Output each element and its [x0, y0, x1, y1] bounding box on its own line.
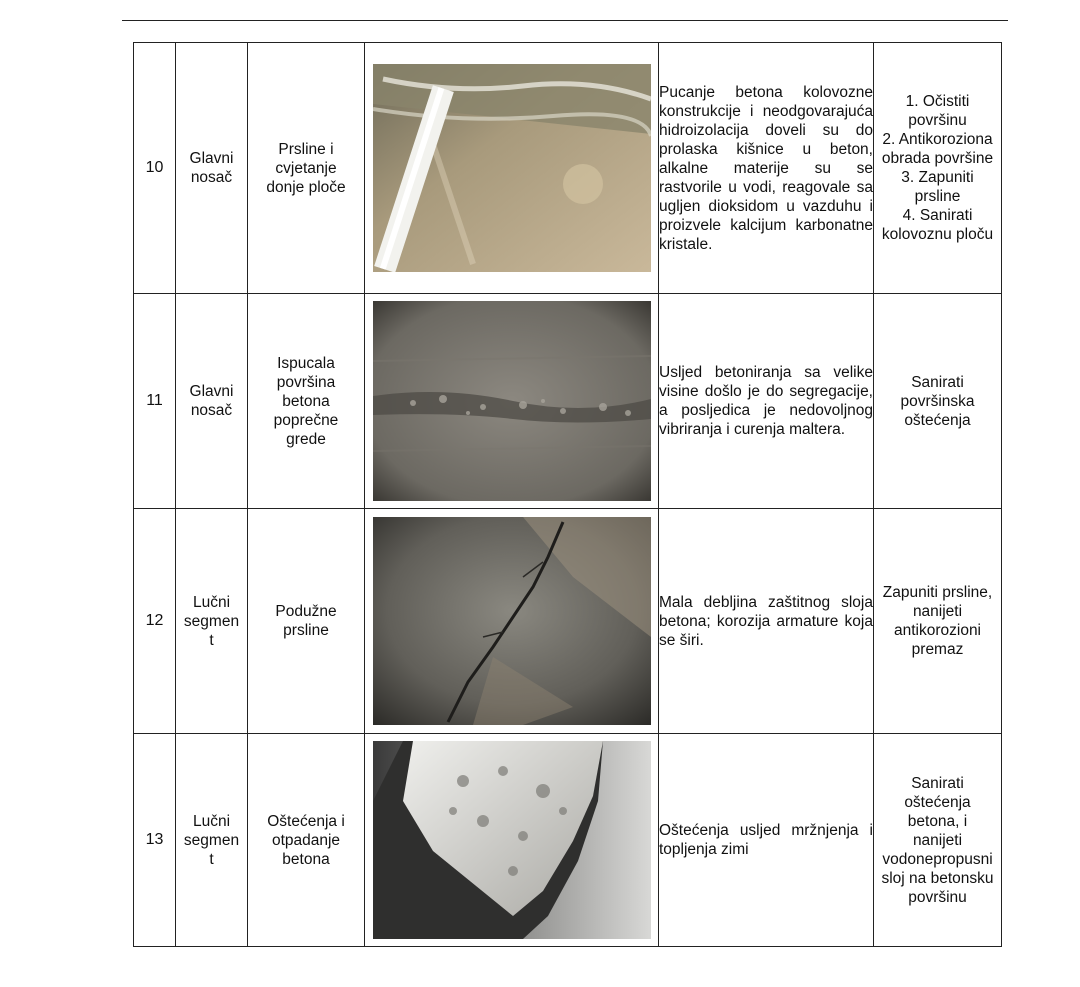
remedy-line: premaz [911, 641, 964, 658]
remedy-line: vodonepropusni [882, 850, 993, 868]
remedy-cell [874, 734, 1002, 947]
remedy-line: 4. Sanirati [902, 207, 973, 224]
element-line: Glavni [189, 150, 234, 167]
description-line: betona [282, 850, 330, 868]
defect-photo-cell [365, 43, 659, 294]
header-rule [122, 20, 1008, 21]
structural-element [176, 509, 248, 734]
table-row [134, 43, 1002, 294]
remedy-line: sloj na betonsku [881, 869, 994, 887]
row-number: 11 [134, 294, 176, 509]
remedy-line: kolovoznu ploču [881, 226, 994, 243]
description-line: grede [286, 430, 326, 448]
row-number: 13 [134, 734, 176, 947]
element-line: Lučni [192, 812, 231, 830]
cause-text: Oštećenja usljed mržnjenja i topljenja zimi [659, 822, 873, 858]
remedy-line: površinu [908, 112, 967, 129]
defect-description [248, 294, 365, 509]
remedy-line: prsline [914, 188, 961, 205]
defect-photo-cell [365, 294, 659, 509]
defect-description [248, 43, 365, 294]
element-line: Lučni [192, 593, 231, 611]
description-line: Oštećenja i [267, 812, 345, 830]
row-number: 12 [134, 509, 176, 734]
defect-photo-cell [365, 734, 659, 947]
defect-description [248, 509, 365, 734]
remedy-line: 3. Zapuniti [901, 169, 974, 186]
description-line: prsline [283, 622, 329, 639]
remedy-line: betona, i [907, 812, 968, 830]
remedy-line: obrada površine [881, 150, 994, 167]
table-row [134, 734, 1002, 947]
cause-text: Usljed betoniranja sa velike visine došlo je do segregacije, a posljedica je nedovoljnog vibriranja i curenja maltera. [659, 364, 873, 438]
description-line: otpadanje [271, 831, 341, 849]
description-line: površina [276, 373, 336, 391]
remedy-cell [874, 294, 1002, 509]
description-line: cvjetanje [275, 159, 337, 177]
description-line: betona [282, 392, 330, 410]
table-row [134, 509, 1002, 734]
description-line: Ispucala [277, 354, 335, 372]
remedy-line: Sanirati [911, 774, 964, 792]
description-line: poprečne [273, 411, 339, 429]
cause-cell [659, 509, 874, 734]
cause-cell [659, 734, 874, 947]
description-line: Podužne [275, 603, 337, 620]
photo-segregated-concrete [373, 301, 651, 501]
remedy-line: površinska [900, 392, 975, 410]
cause-cell [659, 294, 874, 509]
element-line: nosač [190, 402, 233, 419]
defects-table [133, 42, 1002, 947]
row-number: 10 [134, 43, 176, 294]
remedy-line: nanijeti [912, 603, 963, 620]
remedy-line: Zapuniti prsline, [882, 584, 993, 601]
remedy-cell [874, 43, 1002, 294]
table-row [134, 294, 1002, 509]
defect-description [248, 734, 365, 947]
remedy-line: antikorozioni [893, 622, 982, 639]
element-line: segmen [183, 612, 240, 630]
remedy-line: 2. Antikoroziona [882, 131, 993, 148]
photo-efflorescence-drainpipe [373, 64, 651, 272]
description-line: Prsline i [278, 140, 334, 158]
defect-photo-cell [365, 509, 659, 734]
cause-text: Mala debljina zaštitnog sloja betona; korozija armature koja se širi. [659, 593, 873, 649]
element-line: t [209, 631, 214, 649]
remedy-line: Sanirati [911, 373, 964, 391]
structural-element [176, 294, 248, 509]
remedy-line: 1. Očistiti [905, 93, 970, 110]
element-line: Glavni [189, 383, 234, 400]
remedy-line: površinu [908, 888, 967, 906]
photo-longitudinal-crack [373, 517, 651, 725]
photo-spalled-concrete [373, 741, 651, 939]
remedy-line: oštećenja [904, 793, 971, 811]
remedy-cell [874, 509, 1002, 734]
structural-element [176, 43, 248, 294]
cause-cell [659, 43, 874, 294]
structural-element [176, 734, 248, 947]
element-line: t [209, 850, 214, 868]
cause-text: Pucanje betona kolovozne konstrukcije i neodgovarajuća hidroizolacija doveli su do prolaska kišnice u beton, alkalne materije su se rastvorile u vodi, reagovale sa ugljen dioksidom u vazduhu i proizvele kalcijum karbonatne kristale. [659, 83, 873, 253]
element-line: nosač [190, 169, 233, 186]
element-line: segmen [183, 831, 240, 849]
remedy-line: oštećenja [904, 411, 971, 429]
description-line: donje ploče [266, 178, 346, 196]
remedy-line: nanijeti [912, 831, 963, 849]
